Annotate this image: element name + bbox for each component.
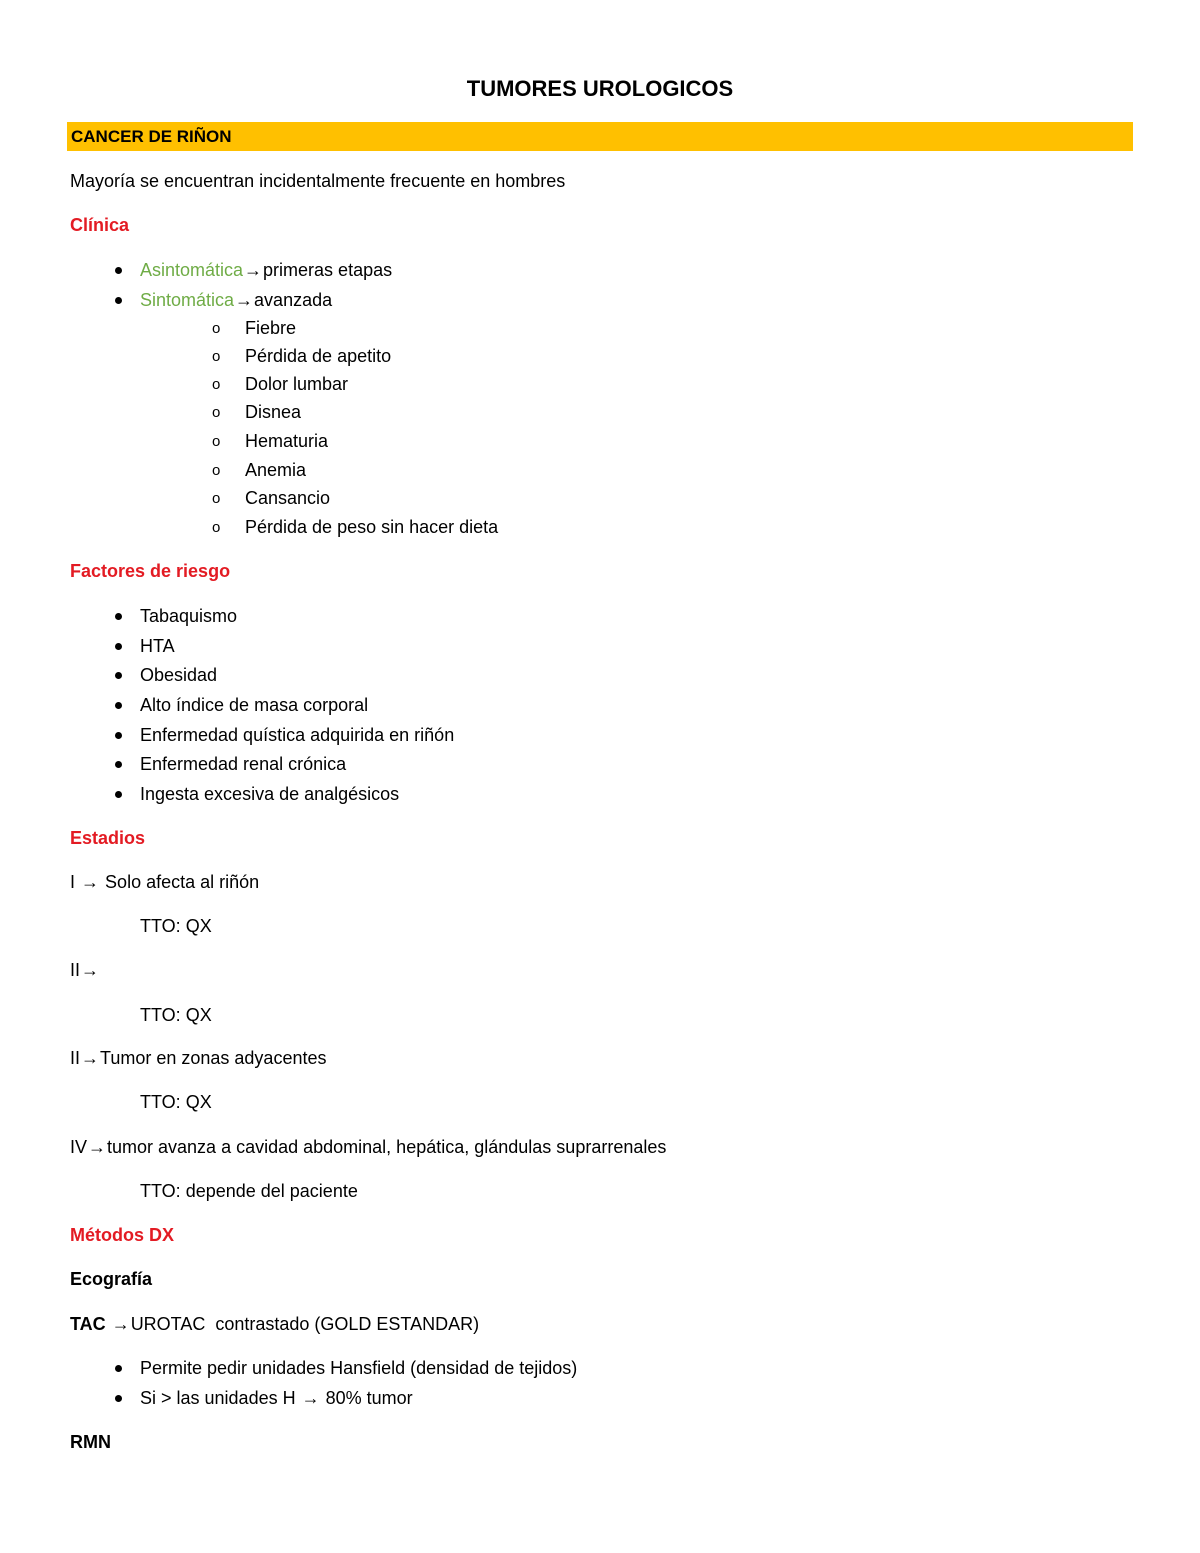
stage-line (70, 1136, 666, 1158)
metodos-heading: Métodos DX (70, 1225, 175, 1245)
sub-bullet-icon: o (212, 348, 221, 365)
intro-text: Mayoría se encuentran incidentalmente frecuente en hombres (70, 171, 566, 191)
tto-label: TTO: (140, 916, 181, 936)
sub-bullet-icon: o (212, 404, 221, 421)
bullet-icon (115, 643, 122, 650)
bullet-icon (115, 702, 122, 709)
arrow-icon: → (244, 260, 263, 280)
stage-line (70, 871, 259, 893)
bullet-icon (115, 613, 122, 620)
stage-number: II (70, 1048, 81, 1068)
estadios-heading: Estadios (70, 828, 146, 848)
tto-label: TTO: (140, 1005, 181, 1025)
list-item (140, 1387, 413, 1409)
list-item-text: avanzada (254, 290, 333, 310)
tto-value: QX (185, 1005, 212, 1025)
list-item: Enfermedad quística adquirida en riñón (140, 725, 455, 745)
list-item-label: Asintomática (140, 260, 244, 280)
stage-treatment (140, 915, 212, 937)
stage-treatment (140, 1091, 212, 1113)
tto-value: depende del paciente (185, 1181, 358, 1201)
list-item: Tabaquismo (140, 606, 238, 626)
stage-number: I (70, 872, 76, 892)
stage-text: Solo afecta al riñón (105, 872, 260, 892)
arrow-icon: → (81, 872, 100, 892)
list-item: Permite pedir unidades Hansfield (densidad de tejidos) (140, 1358, 578, 1378)
bullet-icon (115, 672, 122, 679)
rmn-label: RMN (70, 1432, 111, 1452)
bullet-icon (115, 761, 122, 768)
list-item (140, 259, 392, 281)
stage-line (70, 959, 100, 981)
sub-list-item: Pérdida de peso sin hacer dieta (245, 517, 499, 537)
tto-label: TTO: (140, 1092, 181, 1112)
stage-number: IV (70, 1137, 88, 1157)
bullet-icon (115, 1395, 122, 1402)
list-item (140, 289, 332, 311)
list-item-text: 80% tumor (325, 1388, 413, 1408)
arrow-icon: → (81, 1048, 100, 1068)
clinica-heading: Clínica (70, 215, 130, 235)
sub-list-item: Pérdida de apetito (245, 346, 392, 366)
stage-number: II (70, 960, 81, 980)
sub-bullet-icon: o (212, 462, 221, 479)
section-band-label: CANCER DE RIÑON (71, 127, 232, 146)
arrow-icon: → (301, 1388, 320, 1408)
bullet-icon (115, 732, 122, 739)
sub-list-item: Fiebre (245, 318, 297, 338)
tac-label: TAC (70, 1314, 106, 1334)
sub-list-item: Hematuria (245, 431, 329, 451)
list-item-text: Si > las unidades H (140, 1388, 296, 1408)
sub-bullet-icon: o (212, 519, 221, 536)
list-item: Enfermedad renal crónica (140, 754, 347, 774)
sub-bullet-icon: o (212, 376, 221, 393)
section-band (67, 122, 1133, 151)
tto-value: QX (185, 916, 212, 936)
arrow-icon: → (81, 960, 100, 980)
list-item: Alto índice de masa corporal (140, 695, 369, 715)
sub-list-item: Cansancio (245, 488, 331, 508)
ecografia-label: Ecografía (70, 1269, 153, 1289)
stage-text: tumor avanza a cavidad abdominal, hepática, glándulas suprarrenales (107, 1137, 667, 1157)
tto-label: TTO: (140, 1181, 181, 1201)
bullet-icon (115, 297, 122, 304)
list-item: HTA (140, 636, 175, 656)
list-item-label: Sintomática (140, 290, 235, 310)
sub-list-item: Dolor lumbar (245, 374, 349, 394)
sub-bullet-icon: o (212, 433, 221, 450)
riesgo-heading: Factores de riesgo (70, 561, 231, 581)
tto-value: QX (185, 1092, 212, 1112)
page-title: TUMORES UROLOGICOS (466, 76, 734, 101)
stage-line (70, 1047, 326, 1069)
stage-text: Tumor en zonas adyacentes (100, 1048, 327, 1068)
stage-treatment (140, 1180, 358, 1202)
sub-list-item: Disnea (245, 402, 302, 422)
bullet-icon (115, 1365, 122, 1372)
stage-treatment (140, 1004, 212, 1026)
arrow-icon: → (88, 1137, 107, 1157)
sub-list-item: Anemia (245, 460, 307, 480)
bullet-icon (115, 791, 122, 798)
arrow-icon: → (111, 1314, 130, 1334)
arrow-icon: → (235, 290, 254, 310)
tac-line (70, 1313, 479, 1335)
list-item-text: primeras etapas (263, 260, 393, 280)
list-item: Obesidad (140, 665, 218, 685)
tac-text: UROTAC contrastado (GOLD ESTANDAR) (130, 1314, 480, 1334)
sub-bullet-icon: o (212, 490, 221, 507)
list-item: Ingesta excesiva de analgésicos (140, 784, 400, 804)
bullet-icon (115, 267, 122, 274)
sub-bullet-icon: o (212, 320, 221, 337)
